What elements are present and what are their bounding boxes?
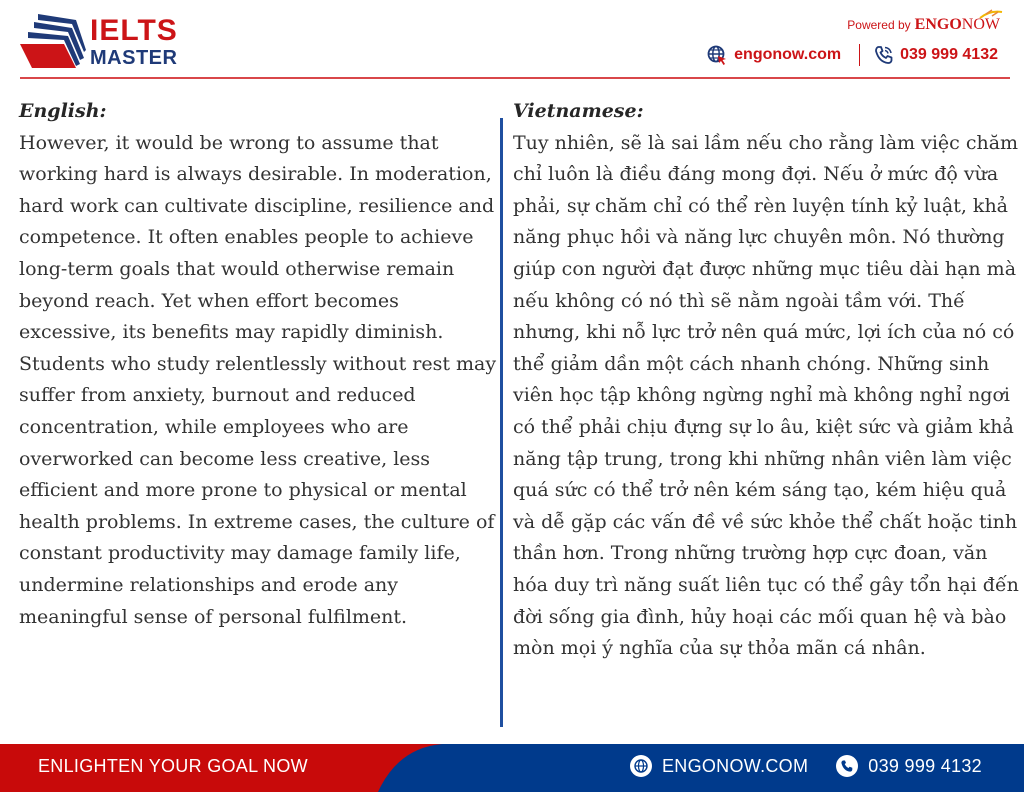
vietnamese-line: nhưng, khi nỗ lực trở nên quá mức, lợi ích của nó có	[513, 321, 1015, 344]
english-line: concentration, while employees who are	[19, 415, 409, 438]
vietnamese-column	[513, 96, 1019, 665]
footer-contact	[630, 755, 982, 777]
header-phone-text: 039 999 4132	[900, 46, 998, 63]
phone-icon	[874, 45, 894, 65]
header-divider	[20, 77, 1010, 79]
english-line: overworked can become less creative, less	[19, 447, 431, 470]
english-line: suffer from anxiety, burnout and reduced	[19, 384, 416, 407]
vietnamese-line: hóa duy trì năng suất liên tục có thể gây tổn hại đến	[513, 573, 1019, 596]
phone-icon	[836, 755, 858, 777]
vietnamese-line: thể giảm dần một cách nhanh chóng. Những sinh	[513, 352, 990, 375]
english-line: meaningful sense of personal fulfilment.	[19, 605, 408, 628]
english-line: undermine relationships and erode any	[19, 573, 398, 596]
english-line: However, it would be wrong to assume that	[19, 131, 439, 154]
powered-by	[847, 16, 1000, 34]
vietnamese-line: và dễ gặp các vấn đề về sức khỏe thể chất hoặc tinh	[513, 510, 1018, 533]
header-contact	[707, 44, 998, 66]
footer-website-text: ENGONOW.COM	[661, 755, 809, 776]
vietnamese-line: thần hơn. Trong những trường hợp cực đoan, văn	[513, 542, 988, 565]
vietnamese-line: mòn mọi ý nghĩa của sự thỏa mãn cá nhân.	[513, 637, 926, 660]
footer-phone-link[interactable]	[836, 755, 982, 777]
globe-icon	[630, 755, 652, 777]
header-phone-link[interactable]	[874, 45, 998, 65]
header-website-text: engonow.com	[734, 46, 842, 63]
english-line: health problems. In extreme cases, the culture of	[19, 510, 495, 533]
ielts-master-logo[interactable]	[18, 14, 188, 70]
book-logo-icon	[18, 14, 88, 70]
english-line: constant productivity may damage family life,	[19, 542, 461, 565]
vietnamese-paragraph	[513, 128, 1019, 665]
vietnamese-line: có thể phải chịu đựng sự lo âu, kiệt sức và giảm khả	[513, 415, 1014, 438]
vietnamese-line: quá sức có thể trở nên kém sáng tạo, kém hiệu quả	[513, 479, 1007, 502]
vietnamese-line: viên học tập không ngừng nghỉ mà không nghỉ ngơi	[513, 384, 1010, 407]
english-line: hard work can cultivate discipline, resilience and	[19, 194, 495, 217]
footer-banner	[0, 744, 1024, 792]
footer-website-link[interactable]	[630, 755, 808, 777]
english-line: efficient and more prone to physical or mental	[19, 479, 467, 502]
footer-phone-text: 039 999 4132	[868, 755, 982, 776]
vietnamese-heading: Vietnamese:	[513, 100, 644, 122]
english-line: working hard is always desirable. In moderation,	[19, 163, 492, 186]
globe-cursor-icon	[707, 45, 727, 65]
header	[0, 0, 1024, 80]
powered-by-label: Powered by	[847, 18, 911, 32]
brand-bold: ENGO	[914, 16, 962, 33]
english-paragraph	[19, 128, 497, 634]
header-contact-divider	[859, 44, 860, 66]
spark-icon	[978, 8, 1004, 20]
english-line: Students who study relentlessly without rest may	[19, 352, 497, 375]
footer-slogan: ENLIGHTEN YOUR GOAL NOW	[38, 756, 308, 776]
english-line: beyond reach. Yet when effort becomes	[19, 289, 399, 312]
logo-master-text: MASTER	[90, 47, 178, 69]
vietnamese-line: đời sống gia đình, hủy hoại các mối quan hệ và bào	[513, 605, 1007, 628]
vietnamese-line: giúp con người đạt được những mục tiêu dài hạn mà	[513, 257, 1017, 280]
vietnamese-line: năng tập trung, trong khi những nhân viên làm việc	[513, 447, 1012, 470]
english-column	[19, 96, 497, 633]
brand-regular: NOW	[961, 16, 1000, 33]
vietnamese-line: phải, sự chăm chỉ có thể rèn luyện tính kỷ luật, khả	[513, 194, 1009, 217]
english-line: excessive, its benefits may rapidly diminish.	[19, 321, 444, 344]
logo-ielts-text: IELTS	[90, 14, 178, 47]
english-heading: English:	[19, 100, 107, 122]
header-website-link[interactable]	[707, 45, 841, 65]
english-line: competence. It often enables people to achieve	[19, 226, 474, 249]
vietnamese-line: nếu không có nó thì sẽ nằm ngoài tầm với. Thế	[513, 289, 965, 312]
vietnamese-line: chỉ luôn là điều đáng mong đợi. Nếu ở mức độ vừa	[513, 163, 999, 186]
vietnamese-line: Tuy nhiên, sẽ là sai lầm nếu cho rằng làm việc chăm	[513, 131, 1019, 154]
english-line: long-term goals that would otherwise remain	[19, 257, 455, 280]
column-divider	[500, 118, 503, 727]
vietnamese-line: năng phục hồi và năng lực chuyên môn. Nó thường	[513, 226, 1005, 249]
